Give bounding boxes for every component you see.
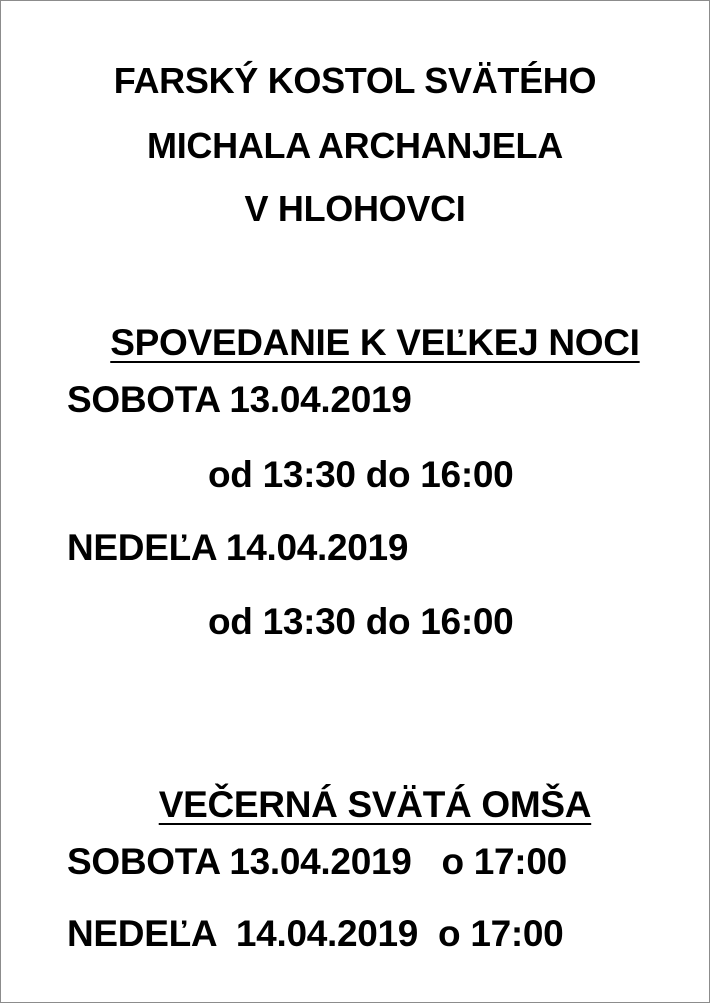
title-line-1: FARSKÝ KOSTOL SVÄTÉHO <box>113 60 597 101</box>
title-line-2: MICHALA ARCHANJELA <box>147 125 563 166</box>
mass-heading-text: VEČERNÁ SVÄTÁ OMŠA <box>158 784 592 825</box>
confession-day-1: SOBOTA 13.04.2019 <box>67 379 412 420</box>
mass-line-1: SOBOTA 13.04.2019 o 17:00 <box>67 841 567 882</box>
confession-time-2: od 13:30 do 16:00 <box>208 601 514 642</box>
confession-heading-text: SPOVEDANIE K VEĽKEJ NOCI <box>110 322 640 363</box>
confession-day-2: NEDEĽA 14.04.2019 <box>67 527 409 568</box>
title-line-3: V HLOHOVCI <box>244 188 466 229</box>
confession-time-1: od 13:30 do 16:00 <box>208 454 514 495</box>
mass-line-2: NEDEĽA 14.04.2019 o 17:00 <box>67 913 564 954</box>
